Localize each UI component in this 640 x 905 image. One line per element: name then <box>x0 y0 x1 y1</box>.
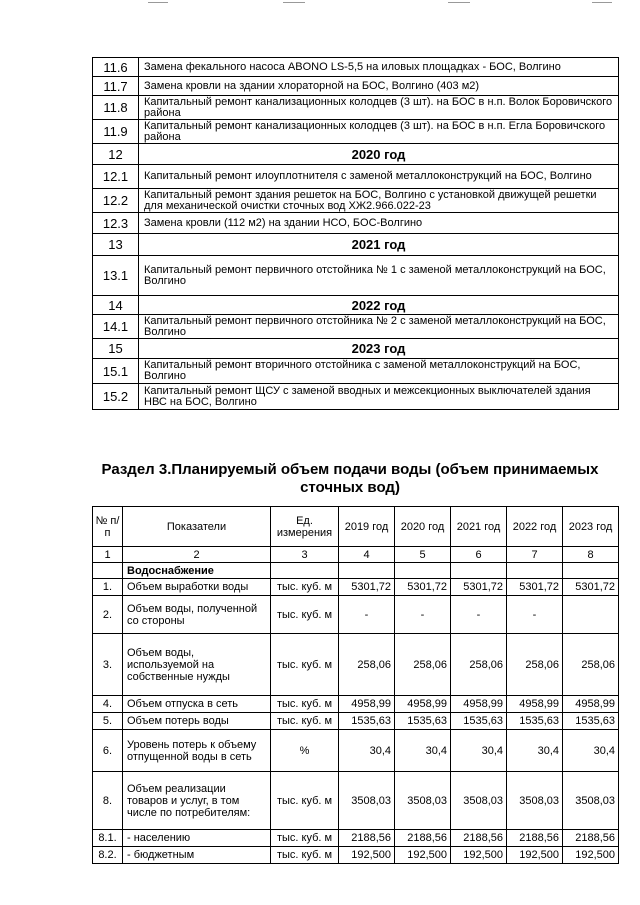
empty-cell <box>339 563 395 579</box>
year-value: 4958,99 <box>507 696 563 713</box>
year-value: 1535,63 <box>451 713 507 730</box>
indicator-row <box>93 579 619 596</box>
year-value: 2188,56 <box>339 830 395 847</box>
empty-cell <box>271 563 339 579</box>
indicator-row <box>93 830 619 847</box>
indicator-name: Объем воды, используемой на собственные нужды <box>123 634 271 696</box>
year-value: 192,500 <box>451 847 507 864</box>
year-heading: 2022 год <box>139 296 619 315</box>
indicator-name: - бюджетным <box>123 847 271 864</box>
item-description: Капитальный ремонт здания решеток на БОС, Волгино с установкой движущей решетки для механической очистки сточных вод ХЖ2.966.022-23 <box>139 189 619 213</box>
indicator-name: Объем отпуска в сеть <box>123 696 271 713</box>
item-description: Замена кровли на здании хлораторной на БОС, Волгино (403 м2) <box>139 77 619 96</box>
indicator-name: Объем реализации товаров и услуг, в том числе по потребителям: <box>123 772 271 830</box>
item-description: Капитальный ремонт канализационных колодцев (3 шт). на БОС в н.п. Волок Боровичского района <box>139 96 619 120</box>
column-header: № п/п <box>93 507 123 547</box>
row-number: 8. <box>93 772 123 830</box>
column-number: 8 <box>563 547 619 563</box>
year-value: 30,4 <box>563 730 619 772</box>
indicator-name: Объем выработки воды <box>123 579 271 596</box>
unit: тыс. куб. м <box>271 847 339 864</box>
item-number: 13 <box>93 234 139 256</box>
unit: тыс. куб. м <box>271 713 339 730</box>
indicator-name: Объем потерь воды <box>123 713 271 730</box>
year-value: - <box>395 596 451 634</box>
indicator-name: Уровень потерь к объему отпущенной воды в сеть <box>123 730 271 772</box>
row-number: 2. <box>93 596 123 634</box>
year-value: 2188,56 <box>395 830 451 847</box>
indicator-row <box>93 730 619 772</box>
row-number: 4. <box>93 696 123 713</box>
indicator-row <box>93 696 619 713</box>
plan-row <box>93 213 619 234</box>
group-row <box>93 563 619 579</box>
year-value: 30,4 <box>451 730 507 772</box>
empty-cell <box>507 563 563 579</box>
column-header: 2022 год <box>507 507 563 547</box>
item-description: Капитальный ремонт илоуплотнителя с заменой металлоконструкций на БОС, Волгино <box>139 165 619 189</box>
year-value: 30,4 <box>395 730 451 772</box>
item-number: 12 <box>93 144 139 165</box>
plan-row <box>93 189 619 213</box>
item-description: Замена фекального насоса ABONO LS-5,5 на иловых площадках - БОС, Волгино <box>139 58 619 77</box>
plan-row <box>93 384 619 410</box>
row-number: 1. <box>93 579 123 596</box>
column-header: Показатели <box>123 507 271 547</box>
column-number: 1 <box>93 547 123 563</box>
repair-plan-table <box>92 57 619 410</box>
unit: тыс. куб. м <box>271 772 339 830</box>
plan-row <box>93 58 619 77</box>
year-value: 1535,63 <box>563 713 619 730</box>
year-value: 3508,03 <box>339 772 395 830</box>
empty-cell <box>451 563 507 579</box>
year-value: 2188,56 <box>563 830 619 847</box>
item-description: Капитальный ремонт первичного отстойника № 1 с заменой металлоконструкций на БОС, Волгино <box>139 256 619 296</box>
item-number: 11.9 <box>93 120 139 144</box>
indicator-row <box>93 596 619 634</box>
year-value: 2188,56 <box>507 830 563 847</box>
water-supply-table <box>92 506 619 864</box>
year-heading: 2023 год <box>139 339 619 359</box>
year-value: 258,06 <box>507 634 563 696</box>
row-number: 8.2. <box>93 847 123 864</box>
item-number: 11.8 <box>93 96 139 120</box>
year-value: 3508,03 <box>395 772 451 830</box>
plan-row <box>93 315 619 339</box>
row-number: 8.1. <box>93 830 123 847</box>
item-number: 14.1 <box>93 315 139 339</box>
year-value: 192,500 <box>563 847 619 864</box>
unit: тыс. куб. м <box>271 696 339 713</box>
plan-row <box>93 359 619 384</box>
item-number: 15.1 <box>93 359 139 384</box>
unit: тыс. куб. м <box>271 596 339 634</box>
item-number: 12.3 <box>93 213 139 234</box>
year-row <box>93 144 619 165</box>
item-number: 14 <box>93 296 139 315</box>
row-number: 6. <box>93 730 123 772</box>
item-description: Капитальный ремонт вторичного отстойника с заменой металлоконструкций на БОС, Волгино <box>139 359 619 384</box>
item-number: 13.1 <box>93 256 139 296</box>
column-header: Ед. измерения <box>271 507 339 547</box>
year-value: 5301,72 <box>563 579 619 596</box>
section-title: Раздел 3.Планируемый объем подачи воды (объем принимаемых сточных вод) <box>101 461 599 496</box>
plan-row <box>93 256 619 296</box>
column-number: 2 <box>123 547 271 563</box>
empty-cell <box>563 563 619 579</box>
item-number: 12.2 <box>93 189 139 213</box>
indicator-name: - населению <box>123 830 271 847</box>
scan-mark <box>448 2 470 3</box>
year-value: - <box>451 596 507 634</box>
indicator-row <box>93 772 619 830</box>
group-label: Водоснабжение <box>123 563 271 579</box>
year-value: 1535,63 <box>507 713 563 730</box>
year-value: 5301,72 <box>507 579 563 596</box>
plan-row <box>93 165 619 189</box>
row-number: 5. <box>93 713 123 730</box>
year-value: 5301,72 <box>395 579 451 596</box>
item-number: 11.6 <box>93 58 139 77</box>
header-row <box>93 507 619 547</box>
year-value: 3508,03 <box>507 772 563 830</box>
unit: тыс. куб. м <box>271 579 339 596</box>
column-header: 2023 год <box>563 507 619 547</box>
year-value: - <box>507 596 563 634</box>
year-value: 1535,63 <box>395 713 451 730</box>
scan-mark <box>283 2 305 3</box>
year-value: 3508,03 <box>563 772 619 830</box>
year-value: 1535,63 <box>339 713 395 730</box>
item-description: Капитальный ремонт канализационных колодцев (3 шт). на БОС в н.п. Егла Боровичского района <box>139 120 619 144</box>
year-value <box>563 596 619 634</box>
plan-row <box>93 77 619 96</box>
unit: % <box>271 730 339 772</box>
item-description: Капитальный ремонт первичного отстойника № 2 с заменой металлоконструкций на БОС, Волгино <box>139 315 619 339</box>
indicator-row <box>93 634 619 696</box>
year-row <box>93 234 619 256</box>
year-value: 3508,03 <box>451 772 507 830</box>
column-number: 7 <box>507 547 563 563</box>
item-description: Капитальный ремонт ЩСУ с заменой вводных и межсекционных выключателей здания НВС на БОС, Волгино <box>139 384 619 410</box>
year-value: 4958,99 <box>451 696 507 713</box>
indicator-name: Объем воды, полученной со стороны <box>123 596 271 634</box>
year-value: 192,500 <box>339 847 395 864</box>
plan-row <box>93 96 619 120</box>
item-number: 11.7 <box>93 77 139 96</box>
row-number: 3. <box>93 634 123 696</box>
year-value: 2188,56 <box>451 830 507 847</box>
year-value: 30,4 <box>507 730 563 772</box>
item-description: Замена кровли (112 м2) на здании НСО, БОС-Волгино <box>139 213 619 234</box>
year-value: 192,500 <box>395 847 451 864</box>
year-value: 258,06 <box>339 634 395 696</box>
indicator-row <box>93 713 619 730</box>
column-number: 3 <box>271 547 339 563</box>
year-row <box>93 296 619 315</box>
indicator-row <box>93 847 619 864</box>
item-number: 12.1 <box>93 165 139 189</box>
year-value: 258,06 <box>395 634 451 696</box>
year-value: - <box>339 596 395 634</box>
year-heading: 2021 год <box>139 234 619 256</box>
year-value: 4958,99 <box>339 696 395 713</box>
empty-cell <box>395 563 451 579</box>
item-number: 15 <box>93 339 139 359</box>
column-header: 2021 год <box>451 507 507 547</box>
unit: тыс. куб. м <box>271 830 339 847</box>
column-number: 6 <box>451 547 507 563</box>
year-value: 192,500 <box>507 847 563 864</box>
year-value: 5301,72 <box>451 579 507 596</box>
year-value: 4958,99 <box>395 696 451 713</box>
column-header: 2020 год <box>395 507 451 547</box>
column-number: 4 <box>339 547 395 563</box>
scan-mark <box>148 2 168 3</box>
year-value: 30,4 <box>339 730 395 772</box>
column-header: 2019 год <box>339 507 395 547</box>
year-value: 5301,72 <box>339 579 395 596</box>
year-heading: 2020 год <box>139 144 619 165</box>
plan-row <box>93 120 619 144</box>
year-value: 4958,99 <box>563 696 619 713</box>
column-number: 5 <box>395 547 451 563</box>
empty-cell <box>93 563 123 579</box>
item-number: 15.2 <box>93 384 139 410</box>
year-value: 258,06 <box>563 634 619 696</box>
scan-mark <box>592 2 612 3</box>
unit: тыс. куб. м <box>271 634 339 696</box>
year-row <box>93 339 619 359</box>
column-number-row <box>93 547 619 563</box>
year-value: 258,06 <box>451 634 507 696</box>
